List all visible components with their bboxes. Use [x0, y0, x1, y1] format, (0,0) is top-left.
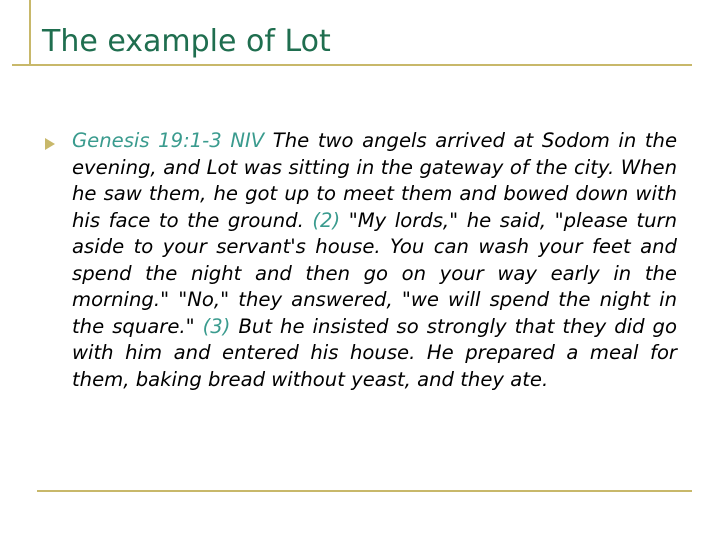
slide-title: The example of Lot: [42, 24, 331, 59]
verse-2-text: "My lords," he said, "please turn aside to your servant's house. You can wash your feet and spend the night and then go on your way early in the morning." "No," they answered, "we will spend the night in the square.": [72, 208, 677, 338]
verse-2-marker: (2): [312, 208, 341, 232]
verse-3-marker: (3): [202, 314, 231, 338]
verse-1-text: The two angels arrived at Sodom in the evening, and Lot was sitting in the gateway of the city. When he saw them, he got up to meet them and bowed down with his face to the ground.: [72, 129, 678, 232]
title-underline-rule: [12, 64, 692, 66]
bullet-triangle-icon: [45, 138, 55, 150]
verse-3-text: But he insisted so strongly that they did go with him and entered his house. He prepared a meal for them, baking bread without yeast, and they ate.: [72, 314, 677, 391]
bullet-text: [72, 128, 677, 393]
title-vertical-rule: [29, 0, 31, 66]
footer-rule: [37, 490, 692, 492]
scripture-reference: Genesis 19:1-3 NIV: [72, 129, 265, 152]
